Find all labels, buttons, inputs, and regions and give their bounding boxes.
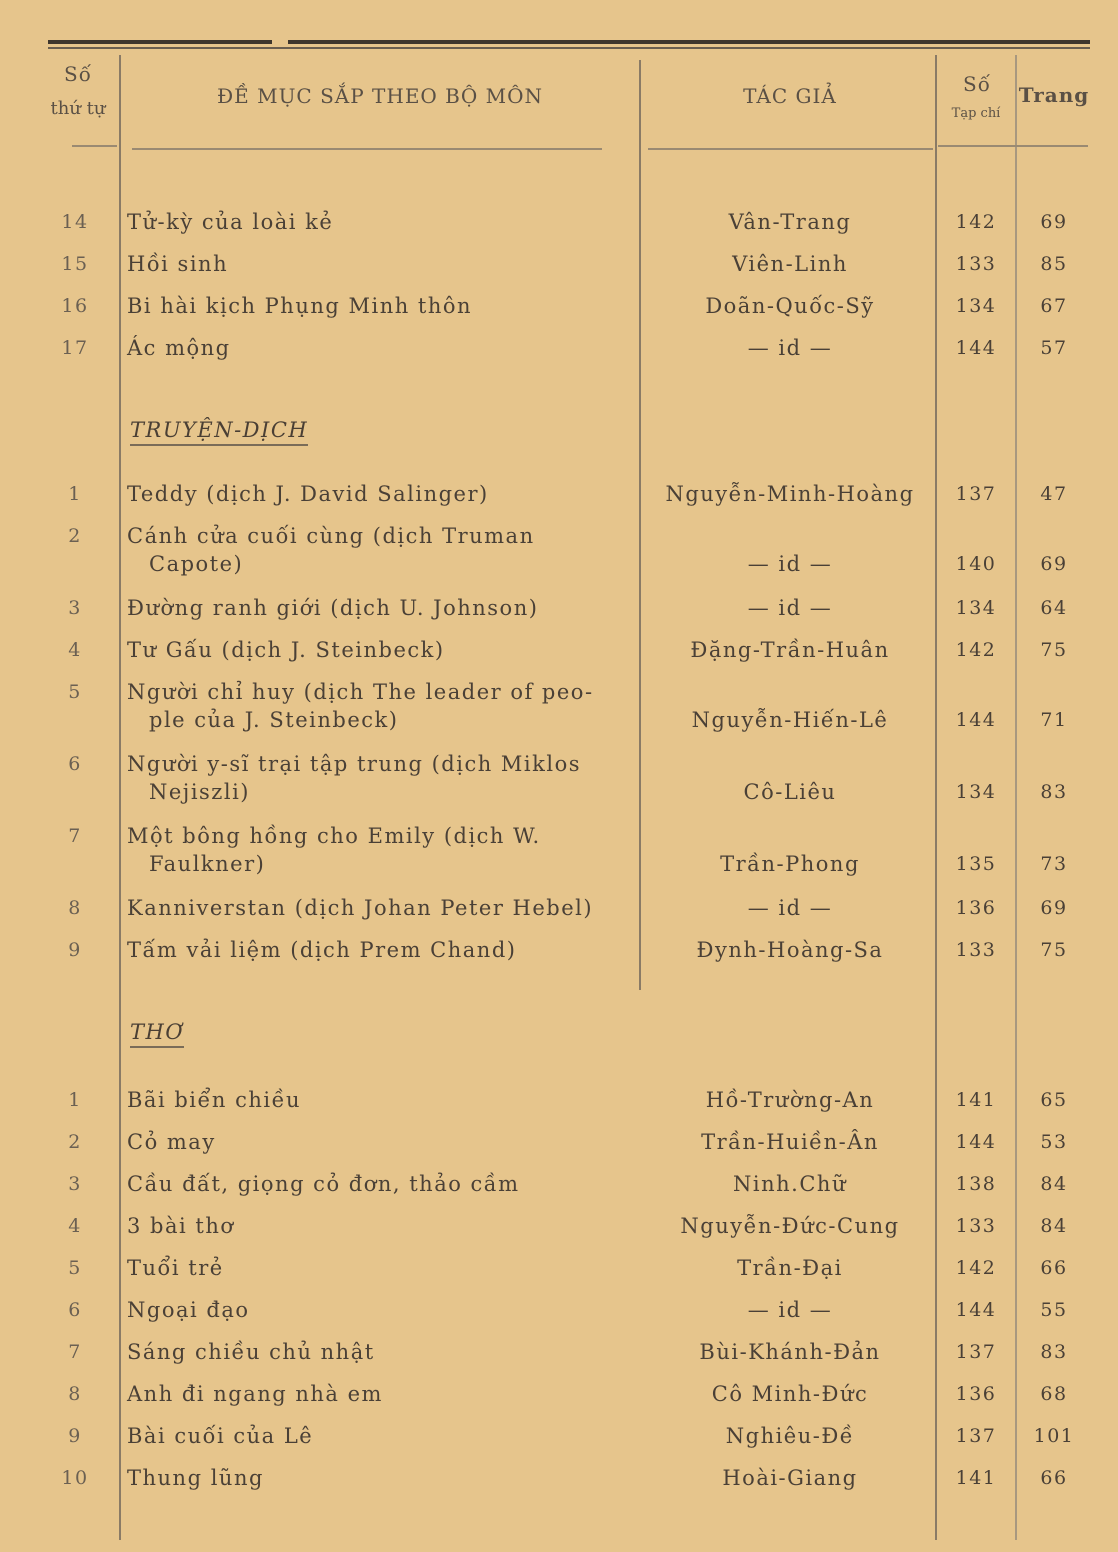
row-page: 73 bbox=[1040, 853, 1068, 875]
row-title-line1: Cánh cửa cuối cùng (dịch Truman bbox=[127, 524, 535, 548]
top-rule-right bbox=[288, 40, 1090, 44]
row-number: 14 bbox=[61, 211, 89, 233]
row-page: 83 bbox=[1040, 1341, 1068, 1363]
table-row bbox=[0, 292, 1118, 332]
table-row bbox=[0, 1296, 1118, 1336]
row-number: 2 bbox=[68, 1131, 82, 1153]
row-issue: 144 bbox=[955, 709, 997, 731]
row-author: Nguyễn-Đức-Cung bbox=[680, 1214, 900, 1238]
row-issue: 141 bbox=[955, 1089, 997, 1111]
top-rule-left bbox=[48, 40, 272, 44]
table-row bbox=[0, 208, 1118, 248]
table-row bbox=[0, 1128, 1118, 1168]
table-row bbox=[0, 1380, 1118, 1420]
row-number: 1 bbox=[68, 483, 82, 505]
row-author: — id — bbox=[747, 552, 833, 576]
row-page: 47 bbox=[1040, 483, 1068, 505]
table-row bbox=[0, 936, 1118, 976]
row-number: 10 bbox=[61, 1467, 89, 1489]
row-number: 7 bbox=[68, 1341, 82, 1363]
row-page: 55 bbox=[1040, 1299, 1068, 1321]
table-row bbox=[0, 480, 1118, 520]
row-title: Ngoại đạo bbox=[127, 1298, 250, 1322]
header-title: ĐỀ MỤC SẮP THEO BỘ MÔN bbox=[216, 84, 543, 108]
table-row bbox=[0, 750, 1118, 804]
row-page: 69 bbox=[1040, 897, 1068, 919]
row-number: 6 bbox=[68, 1299, 82, 1321]
header-underline bbox=[648, 148, 933, 150]
row-author: Cô Minh-Đức bbox=[711, 1382, 869, 1406]
row-issue: 142 bbox=[955, 211, 997, 233]
row-author: Đynh-Hoàng-Sa bbox=[696, 938, 884, 962]
section-heading-text: TRUYỆN-DỊCH bbox=[130, 418, 309, 442]
row-number: 2 bbox=[68, 525, 82, 547]
row-author: Đặng-Trần-Huân bbox=[690, 638, 890, 662]
row-author: Cô-Liêu bbox=[743, 780, 837, 804]
row-title bbox=[127, 750, 637, 806]
row-number: 16 bbox=[61, 295, 89, 317]
row-author: Nguyễn-Minh-Hoàng bbox=[665, 482, 915, 506]
row-number: 5 bbox=[68, 1257, 82, 1279]
row-title: Anh đi ngang nhà em bbox=[127, 1382, 383, 1406]
row-page: 67 bbox=[1040, 295, 1068, 317]
row-number: 1 bbox=[68, 1089, 82, 1111]
row-page: 83 bbox=[1040, 781, 1068, 803]
row-issue: 135 bbox=[955, 853, 997, 875]
header-no-line2: thứ tự bbox=[50, 98, 106, 119]
row-issue: 137 bbox=[955, 1425, 997, 1447]
row-title: Ác mộng bbox=[127, 336, 231, 360]
row-issue: 136 bbox=[955, 897, 997, 919]
row-issue: 133 bbox=[955, 253, 997, 275]
row-issue: 133 bbox=[955, 1215, 997, 1237]
row-author: Nghiêu-Đề bbox=[725, 1424, 855, 1448]
table-row bbox=[0, 1254, 1118, 1294]
section-heading-text: THƠ bbox=[130, 1020, 185, 1044]
row-page: 75 bbox=[1040, 939, 1068, 961]
row-issue: 144 bbox=[955, 1299, 997, 1321]
row-author: Hoài-Giang bbox=[722, 1466, 858, 1490]
header-no-line1: Số bbox=[64, 62, 92, 86]
row-title: Cỏ may bbox=[127, 1130, 216, 1154]
row-number: 9 bbox=[68, 939, 82, 961]
row-issue: 144 bbox=[955, 337, 997, 359]
row-title: Kanniverstan (dịch Johan Peter Hebel) bbox=[127, 896, 594, 920]
row-author: Doãn-Quốc-Sỹ bbox=[705, 294, 875, 318]
row-title bbox=[127, 678, 637, 734]
row-title: Tuổi trẻ bbox=[127, 1256, 224, 1280]
row-author: Trần-Đại bbox=[737, 1256, 843, 1280]
table-row bbox=[0, 522, 1118, 576]
row-title: Tấm vải liệm (dịch Prem Chand) bbox=[127, 938, 517, 962]
header-underline bbox=[938, 145, 1088, 147]
header-author: TÁC GIẢ bbox=[743, 84, 837, 108]
row-number: 3 bbox=[68, 1173, 82, 1195]
table-row bbox=[0, 894, 1118, 934]
row-title: Hồi sinh bbox=[127, 252, 229, 276]
row-page: 69 bbox=[1040, 211, 1068, 233]
table-row bbox=[0, 334, 1118, 374]
row-page: 66 bbox=[1040, 1467, 1068, 1489]
row-page: 84 bbox=[1040, 1173, 1068, 1195]
row-issue: 140 bbox=[955, 553, 997, 575]
row-issue: 142 bbox=[955, 1257, 997, 1279]
row-author: — id — bbox=[747, 596, 833, 620]
header-issue-line1: Số bbox=[963, 72, 991, 96]
table-row bbox=[0, 636, 1118, 676]
table-row bbox=[0, 1086, 1118, 1126]
row-title: Cầu đất, giọng cỏ đơn, thảo cầm bbox=[127, 1172, 520, 1196]
row-number: 8 bbox=[68, 1383, 82, 1405]
row-issue: 133 bbox=[955, 939, 997, 961]
row-title: Tử-kỳ của loài kẻ bbox=[127, 210, 334, 234]
row-issue: 134 bbox=[955, 295, 997, 317]
row-number: 7 bbox=[68, 825, 82, 847]
row-title-line2: ple của J. Steinbeck) bbox=[149, 708, 399, 732]
row-number: 8 bbox=[68, 897, 82, 919]
row-page: 66 bbox=[1040, 1257, 1068, 1279]
table-row bbox=[0, 1464, 1118, 1504]
row-issue: 144 bbox=[955, 1131, 997, 1153]
table-row bbox=[0, 1422, 1118, 1462]
section-heading-underline bbox=[130, 1046, 184, 1048]
row-author: Hồ-Trường-An bbox=[705, 1088, 875, 1112]
row-page: 85 bbox=[1040, 253, 1068, 275]
row-page: 101 bbox=[1033, 1425, 1075, 1447]
row-title bbox=[127, 522, 637, 578]
row-number: 15 bbox=[61, 253, 89, 275]
row-title bbox=[127, 822, 637, 878]
row-author: — id — bbox=[747, 336, 833, 360]
table-row bbox=[0, 1212, 1118, 1252]
row-number: 4 bbox=[68, 1215, 82, 1237]
top-thin-rule bbox=[48, 47, 1090, 49]
row-page: 57 bbox=[1040, 337, 1068, 359]
row-number: 3 bbox=[68, 597, 82, 619]
row-author: Bùi-Khánh-Đản bbox=[699, 1340, 881, 1364]
row-author: Trần-Huiền-Ân bbox=[701, 1130, 879, 1154]
table-row bbox=[0, 1170, 1118, 1210]
row-title-line2: Faulkner) bbox=[149, 852, 266, 876]
row-number: 4 bbox=[68, 639, 82, 661]
header-page: Trang bbox=[1018, 83, 1090, 107]
row-title: Sáng chiều chủ nhật bbox=[127, 1340, 375, 1364]
row-title: Tư Gấu (dịch J. Steinbeck) bbox=[127, 638, 445, 662]
table-row bbox=[0, 678, 1118, 732]
row-issue: 134 bbox=[955, 781, 997, 803]
row-issue: 142 bbox=[955, 639, 997, 661]
row-author: Ninh.Chữ bbox=[733, 1172, 847, 1196]
table-row bbox=[0, 1338, 1118, 1378]
row-author: — id — bbox=[747, 896, 833, 920]
row-number: 5 bbox=[68, 681, 82, 703]
row-author: Nguyễn-Hiến-Lê bbox=[691, 708, 889, 732]
row-title-line1: Một bông hồng cho Emily (dịch W. bbox=[127, 824, 541, 848]
row-page: 84 bbox=[1040, 1215, 1068, 1237]
row-number: 6 bbox=[68, 753, 82, 775]
row-title: Teddy (dịch J. David Salinger) bbox=[127, 482, 489, 506]
row-page: 75 bbox=[1040, 639, 1068, 661]
header-issue-line2: Tạp chí bbox=[951, 106, 1001, 121]
row-author: Vân-Trang bbox=[728, 210, 852, 234]
table-row bbox=[0, 822, 1118, 876]
section-heading-translated-stories bbox=[130, 418, 308, 446]
row-issue: 138 bbox=[955, 1173, 997, 1195]
table-row bbox=[0, 594, 1118, 634]
row-issue: 137 bbox=[955, 483, 997, 505]
row-author: — id — bbox=[747, 1298, 833, 1322]
section-heading-underline bbox=[130, 444, 308, 446]
header-underline bbox=[72, 145, 117, 147]
row-page: 68 bbox=[1040, 1383, 1068, 1405]
row-issue: 134 bbox=[955, 597, 997, 619]
section-heading-poetry bbox=[130, 1020, 184, 1048]
row-title: Bi hài kịch Phụng Minh thôn bbox=[127, 294, 473, 318]
row-title: Thung lũng bbox=[127, 1466, 264, 1490]
row-issue: 137 bbox=[955, 1341, 997, 1363]
row-page: 69 bbox=[1040, 553, 1068, 575]
row-page: 53 bbox=[1040, 1131, 1068, 1153]
row-page: 71 bbox=[1040, 709, 1068, 731]
row-issue: 136 bbox=[955, 1383, 997, 1405]
header-underline bbox=[132, 148, 602, 150]
row-page: 65 bbox=[1040, 1089, 1068, 1111]
row-title-line2: Capote) bbox=[149, 552, 244, 576]
row-author: Viên-Linh bbox=[732, 252, 848, 276]
table-row bbox=[0, 250, 1118, 290]
row-title: Bãi biển chiều bbox=[127, 1088, 302, 1112]
row-issue: 141 bbox=[955, 1467, 997, 1489]
row-title: Đường ranh giới (dịch U. Johnson) bbox=[127, 596, 539, 620]
row-page: 64 bbox=[1040, 597, 1068, 619]
row-title: Bài cuối của Lê bbox=[127, 1424, 314, 1448]
row-title-line2: Nejiszli) bbox=[149, 780, 250, 804]
row-author: Trần-Phong bbox=[720, 852, 860, 876]
row-title: 3 bài thơ bbox=[127, 1214, 235, 1238]
row-title-line1: Người y-sĩ trại tập trung (dịch Miklos bbox=[127, 752, 582, 776]
row-title-line1: Người chỉ huy (dịch The leader of peo- bbox=[127, 680, 594, 704]
row-number: 17 bbox=[61, 337, 89, 359]
row-number: 9 bbox=[68, 1425, 82, 1447]
